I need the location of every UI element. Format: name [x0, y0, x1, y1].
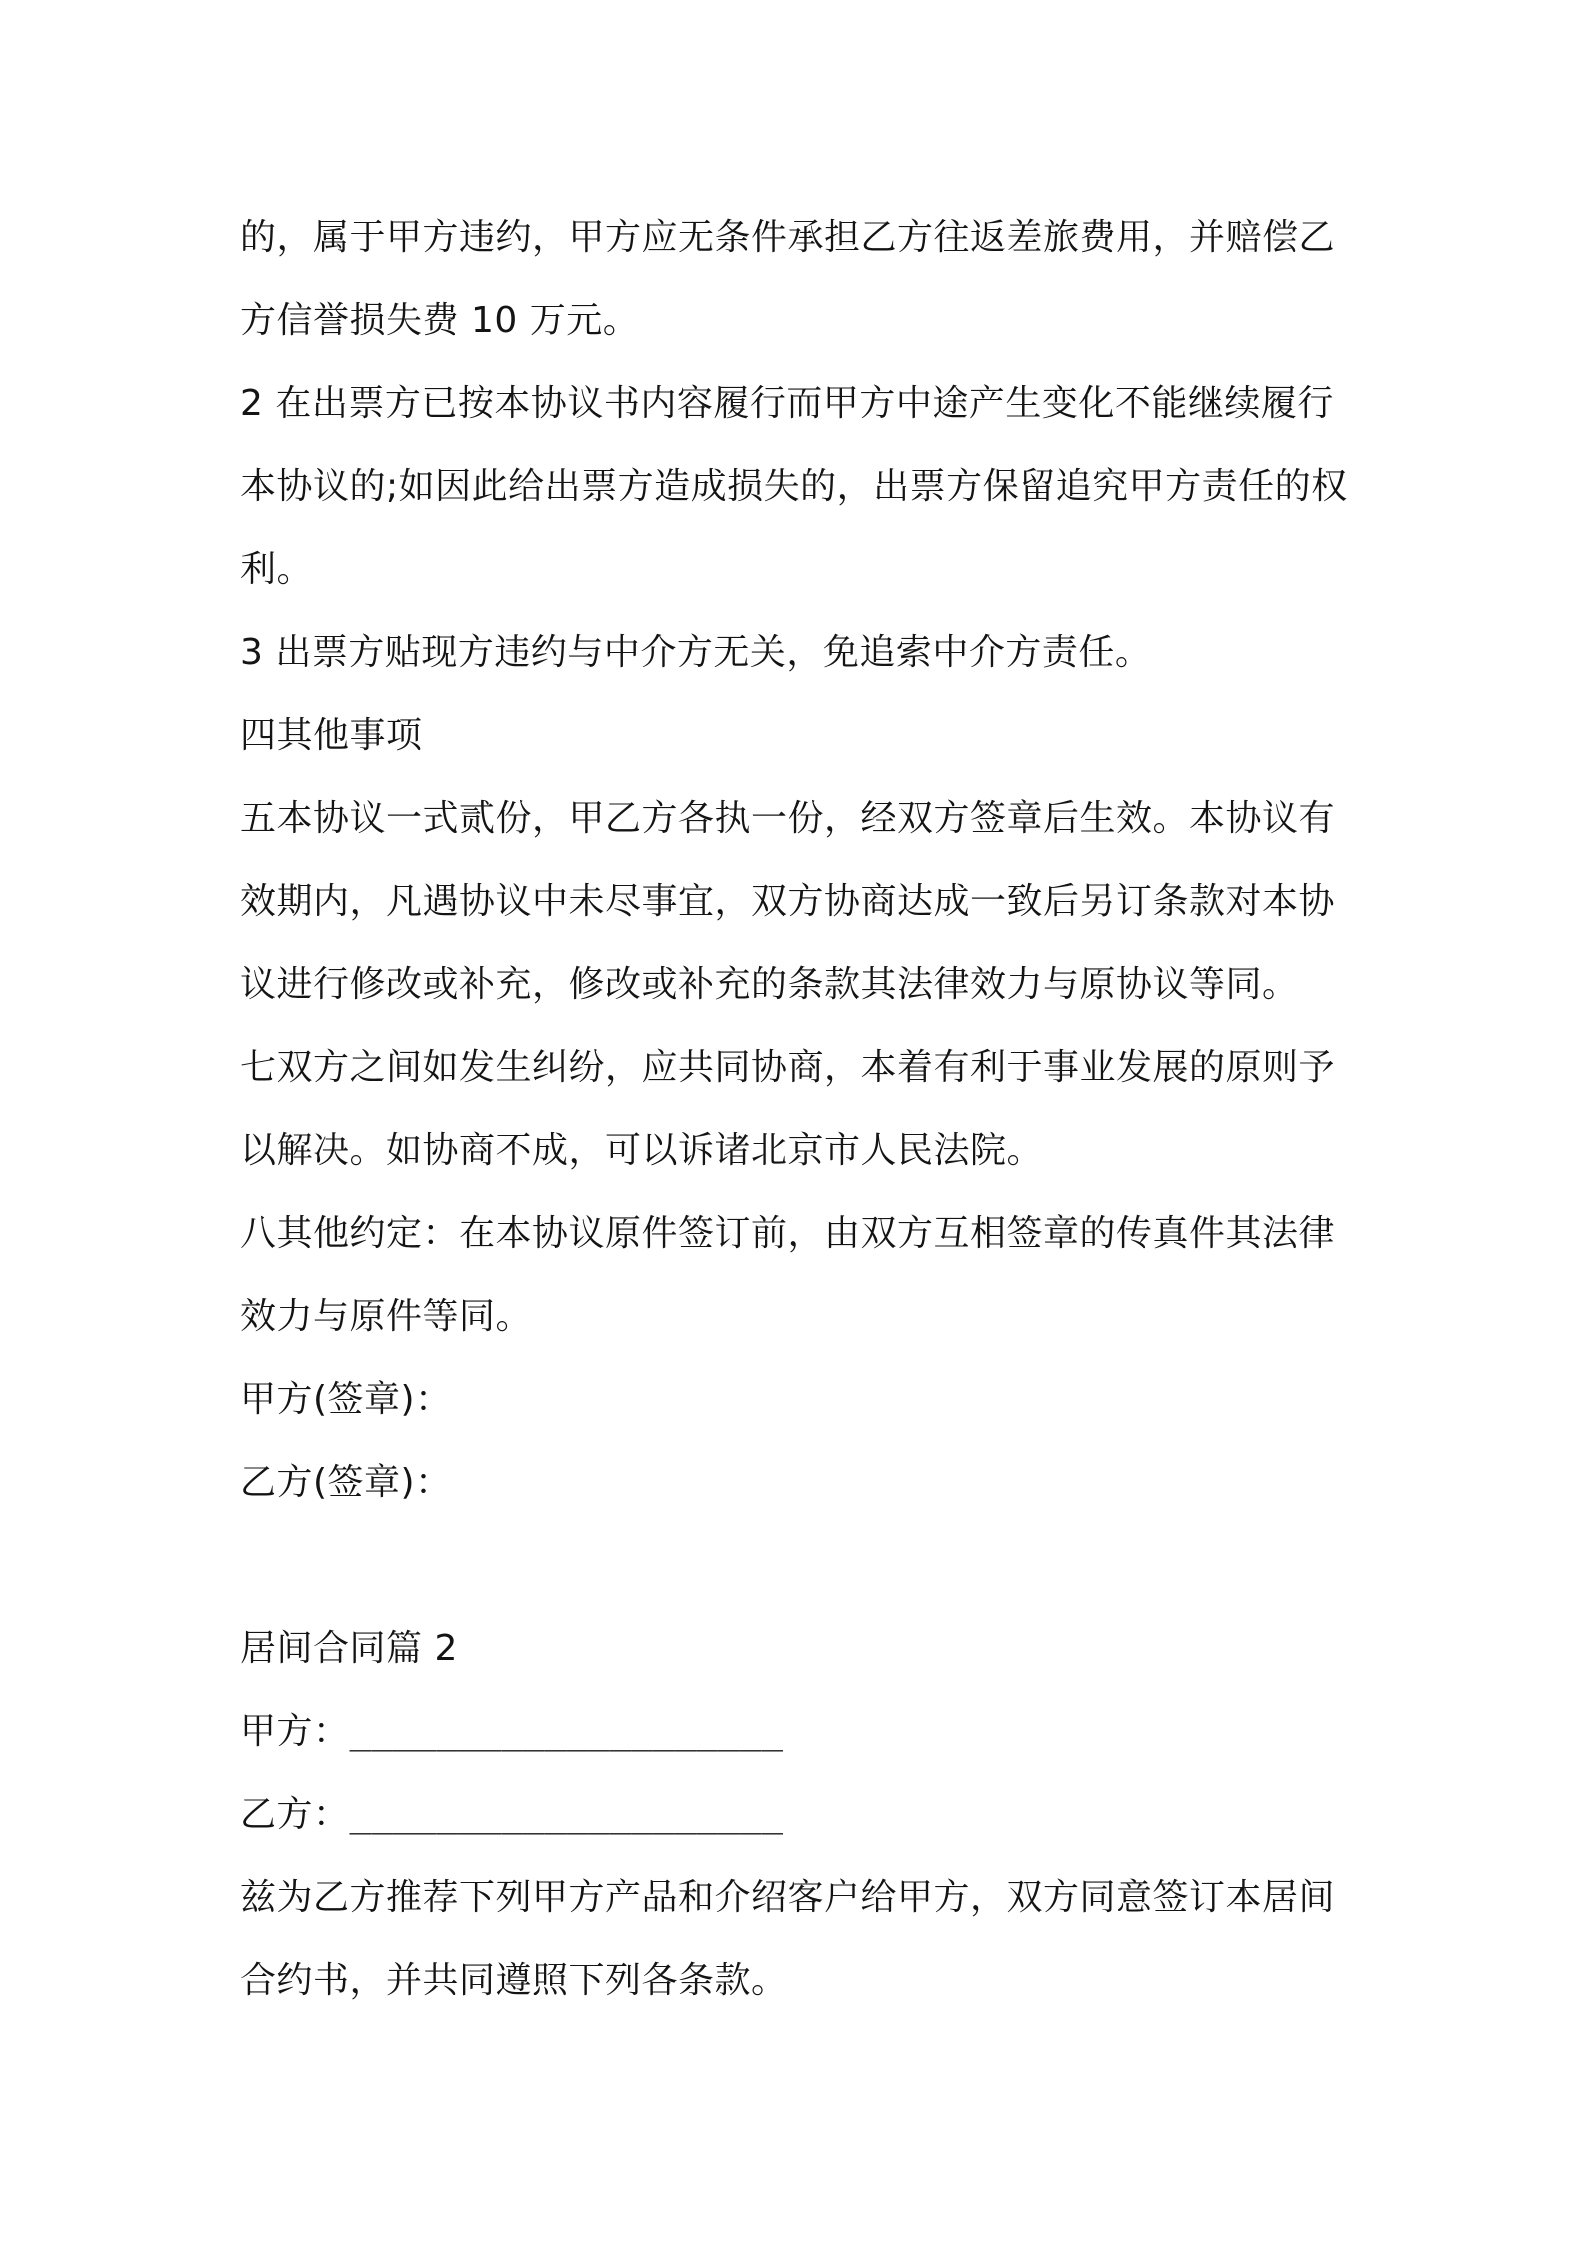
- section-spacer: [240, 1524, 1360, 1607]
- section-title: 居间合同篇 2: [240, 1628, 458, 1669]
- party-a-blank: ____________________: [349, 1711, 783, 1752]
- paragraph-breach-liability: 的，属于甲方违约，甲方应无条件承担乙方往返差旅费用，并赔偿乙方信誉损失费 10 万元。: [240, 217, 1336, 341]
- party-b-blank: ____________________: [349, 1794, 783, 1835]
- paragraph-section-7: 七双方之间如发生纠纷，应共同协商，本着有利于事业发展的原则予以解决。如协商不成，可以诉诸北京市人民法院。: [240, 1047, 1336, 1171]
- document-body: [240, 196, 1360, 2022]
- party-a-label: 甲方：: [240, 1711, 350, 1752]
- signature-party-b: 乙方(签章)：: [240, 1462, 452, 1503]
- paragraph-intro: 兹为乙方推荐下列甲方产品和介绍客户给甲方，双方同意签订本居间合约书，并共同遵照下列各条款。: [240, 1877, 1336, 2001]
- party-a-line: [240, 1690, 1360, 1773]
- paragraph-section-5: 五本协议一式贰份，甲乙方各执一份，经双方签章后生效。本协议有效期内，凡遇协议中未尽事宜，双方协商达成一致后另订条款对本协议进行修改或补充，修改或补充的条款其法律效力与原协议等同。: [240, 798, 1336, 1005]
- party-b-label: 乙方：: [240, 1794, 350, 1835]
- paragraph-clause-2: 2 在出票方已按本协议书内容履行而甲方中途产生变化不能继续履行本协议的;如因此给出票方造成损失的，出票方保留追究甲方责任的权利。: [240, 383, 1348, 590]
- party-b-line: [240, 1773, 1360, 1856]
- paragraph-clause-3: 3 出票方贴现方违约与中介方无关，免追索中介方责任。: [240, 632, 1152, 673]
- signature-party-a: 甲方(签章)：: [240, 1379, 452, 1420]
- heading-other-matters: 四其他事项: [240, 715, 423, 756]
- paragraph-section-8: 八其他约定：在本协议原件签订前，由双方互相签章的传真件其法律效力与原件等同。: [240, 1213, 1336, 1337]
